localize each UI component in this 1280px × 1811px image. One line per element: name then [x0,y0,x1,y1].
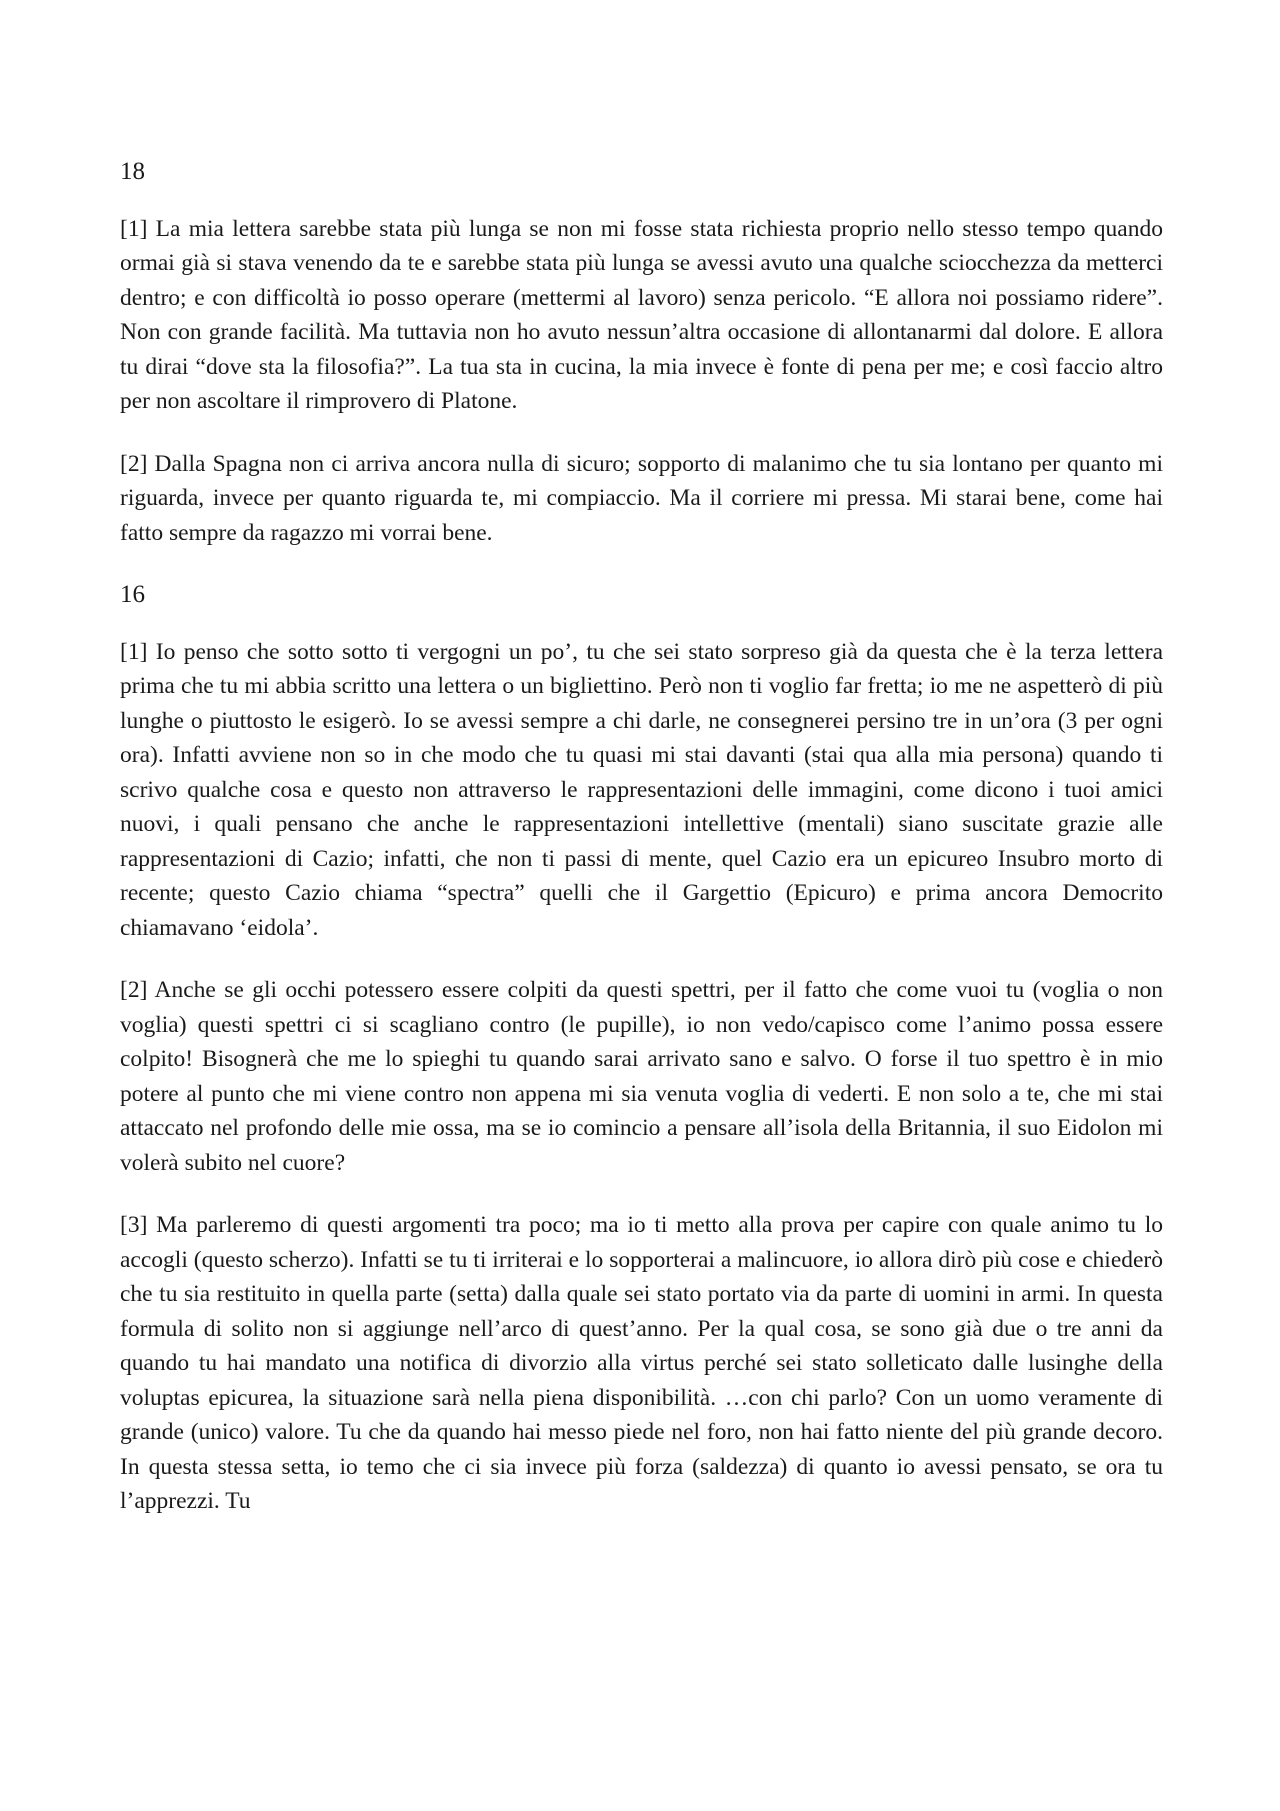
paragraph: [1] La mia lettera sarebbe stata più lunga se non mi fosse stata richiesta proprio nello stesso tempo quando ormai già si stava venendo da te e sarebbe stata più lunga se avessi avuto una qualche sciocchezza da metterci dentro; e con difficoltà io posso operare (mettermi al lavoro) senza pericolo. “E allora noi possiamo ridere”. Non con grande facilità. Ma tuttavia non ho avuto nessun’altra occasione di allontanarmi dal dolore. E allora tu dirai “dove sta la filosofia?”. La tua sta in cucina, la mia invece è fonte di pena per me; e così faccio altro per non ascoltare il rimprovero di Platone. [120,215,1163,414]
document-page [120,155,1163,1547]
letter-number: 16 [120,581,145,608]
letter-number: 18 [120,158,145,185]
paragraph: [2] Dalla Spagna non ci arriva ancora nulla di sicuro; sopporto di malanimo che tu sia lontano per quanto mi riguarda, invece per quanto riguarda te, mi compiaccio. Ma il corriere mi pressa. Mi starai bene, come hai fatto sempre da ragazzo mi vorrai bene. [120,450,1163,546]
paragraph: [3] Ma parleremo di questi argomenti tra poco; ma io ti metto alla prova per capire con quale animo tu lo accogli (questo scherzo). Infatti se tu ti irriterai e lo sopporterai a malincuore, io allora dirò più cose e chiederò che tu sia restituito in quella parte (setta) dalla quale sei stato portato via da parte di uomini in armi. In questa formula di solito non si aggiunge nell’arco di quest’anno. Per la qual cosa, se sono già due o tre anni da quando tu hai mandato una notifica di divorzio alla virtus perché sei stato solleticato dalle lusinghe della voluptas epicurea, la situazione sarà nella piena disponibilità. …con chi parlo? Con un uomo veramente di grande (unico) valore. Tu che da quando hai messo piede nel foro, non hai fatto niente del più grande decoro. In questa stessa setta, io temo che ci sia invece più forza (saldezza) di quanto io avessi pensato, se ora tu l’apprezzi. Tu [120,1212,1163,1514]
paragraph: [1] Io penso che sotto sotto ti vergogni un po’, tu che sei stato sorpreso già da questa che è la terza lettera prima che tu mi abbia scritto una lettera o un bigliettino. Però non ti voglio far fretta; io me ne aspetterò di più lunghe o piuttosto le esigerò. Io se avessi sempre a chi darle, ne consegnerei persino tre in un’ora (3 per ogni ora). Infatti avviene non so in che modo che tu quasi mi stai davanti (stai qua alla mia persona) quando ti scrivo qualche cosa e questo non attraverso le rappresentazioni delle immagini, come dicono i tuoi amici nuovi, i quali pensano che anche le rappresentazioni intellettive (mentali) siano suscitate grazie alle rappresentazioni di Cazio; infatti, che non ti passi di mente, quel Cazio era un epicureo Insubro morto di recente; questo Cazio chiama “spectra” quelli che il Gargettio (Epicuro) e prima ancora Democrito chiamavano ‘eidola’. [120,638,1163,941]
paragraph: [2] Anche se gli occhi potessero essere colpiti da questi spettri, per il fatto che come vuoi tu (voglia o non voglia) questi spettri ci si scagliano contro (le pupille), io non vedo/capisco come l’animo possa essere colpito! Bisognerà che me lo spieghi tu quando sarai arrivato sano e salvo. O forse il tuo spettro è in mio potere al punto che mi viene contro non appena mi sia venuta voglia di vederti. E non solo a te, che mi stai attaccato nel profondo delle mie ossa, ma se io comincio a pensare all’isola della Britannia, il suo Eidolon mi volerà subito nel cuore? [120,977,1163,1176]
